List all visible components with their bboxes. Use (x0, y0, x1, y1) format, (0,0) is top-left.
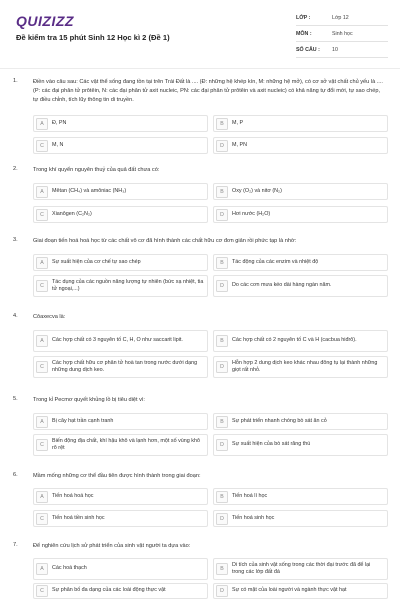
question-text: Trong khí quyển nguyên thuỷ của quả đất chưa có: (33, 167, 160, 173)
option-text: Tiến hoá sinh học (232, 514, 275, 521)
option-letter: D (216, 513, 228, 525)
question-text: Trong kỉ Pecmơ quyết khủng lồ bị tiêu diệt vì: (33, 397, 145, 403)
option-b[interactable] (213, 330, 388, 352)
question-number: 6. (13, 472, 18, 478)
option-text: M, N (52, 141, 64, 148)
option-letter: D (216, 361, 228, 373)
option-text: Bị cây hạt trần cạnh tranh (52, 417, 114, 424)
option-letter: A (36, 563, 48, 575)
option-text: Tác động của các enzim và nhiệt độ (232, 258, 319, 265)
question-number: 1. (13, 78, 18, 84)
option-letter: A (36, 257, 48, 269)
option-letter: A (36, 186, 48, 198)
question-text: Giai đoạn tiến hoá hoá học từ các chất vô cơ đã hình thành các chất hữu cơ đơn giản rồi phức tạp là nhờ: (33, 238, 297, 244)
option-letter: D (216, 585, 228, 597)
option-c[interactable] (33, 137, 208, 154)
option-text: Tác dụng của các nguồn năng lượng tự nhiên (bức xạ nhiệt, tia tử ngoại,...) (52, 278, 204, 292)
option-letter: C (36, 513, 48, 525)
option-c[interactable] (33, 206, 208, 223)
option-b[interactable] (213, 488, 388, 505)
option-letter: C (36, 209, 48, 221)
question-number: 4. (13, 313, 18, 319)
option-letter: A (36, 416, 48, 428)
option-b[interactable] (213, 115, 388, 132)
option-text: M, P (232, 119, 244, 126)
option-a[interactable] (33, 330, 208, 352)
option-letter: C (36, 361, 48, 373)
option-letter: A (36, 335, 48, 347)
option-text: Đ, PN (52, 119, 67, 126)
question-number: 2. (13, 166, 18, 172)
option-b[interactable] (213, 254, 388, 271)
option-letter: C (36, 439, 48, 451)
question-number: 7. (13, 542, 18, 548)
option-text: Tiến hoá hoá học (52, 492, 94, 499)
option-text: Mêtan (CH₄) và amôniac (NH₃) (52, 187, 127, 194)
meta-label: SỐ CÂU : (296, 46, 320, 53)
option-text: Sự phát triển nhanh chóng bò sát ăn cỏ (232, 417, 327, 424)
meta-row-class (296, 10, 388, 26)
quizizz-logo: QUIZIZZ (16, 13, 74, 29)
option-letter: C (36, 140, 48, 152)
option-a[interactable] (33, 183, 208, 200)
option-letter: A (36, 491, 48, 503)
option-letter: D (216, 280, 228, 292)
option-text: Xianôgen (C₂N₂) (52, 210, 92, 217)
option-d[interactable] (213, 137, 388, 154)
option-text: Sự phân bố đa dạng của các loài động thực vật (52, 587, 166, 594)
question-text: Để nghiên cứu lịch sử phát triển của sinh vật người ta dựa vào: (33, 543, 191, 549)
option-c[interactable] (33, 356, 208, 378)
option-b[interactable] (213, 558, 388, 580)
option-a[interactable] (33, 413, 208, 430)
option-a[interactable] (33, 254, 208, 271)
meta-value: Lớp 12 (332, 14, 349, 21)
option-d[interactable] (213, 510, 388, 527)
option-text: Biến động địa chất, khí hậu khô và lạnh hơn, một số vùng khô rõ rệt (52, 437, 200, 451)
option-text: Tiến hoá lí học (232, 492, 268, 499)
option-c[interactable] (33, 510, 208, 527)
option-d[interactable] (213, 206, 388, 223)
option-letter: B (216, 186, 228, 198)
option-a[interactable] (33, 558, 208, 580)
option-letter: A (36, 118, 48, 130)
question-text: Điền vào câu sau: Các vật thể sống đang tồn tại trên Trái Đất là .... (Đ: những hệ khép kín, M: những hệ mở), có cơ sở vật chất chủ yếu là .... (P: các đại phân tử prôtêin, N: các đại phân tử axit nucleic, PN: các đại phân tử prôtêin và axit nucleic) có khả năng tự đổi mới, tự sao chép, tự điều chỉnh, tích lũy thông tin di truyền. (33, 79, 383, 103)
option-text: Các hợp chất hữu cơ phân tử hoà tan trong nước dưới dạng những dung dịch keo. (52, 359, 198, 373)
option-letter: D (216, 140, 228, 152)
option-letter: B (216, 335, 228, 347)
option-text: Di tích của sinh vật sống trong các thời đại trước đã để lại trong các lớp đất đá (232, 561, 371, 575)
option-d[interactable] (213, 434, 388, 456)
option-b[interactable] (213, 183, 388, 200)
option-a[interactable] (33, 115, 208, 132)
option-d[interactable] (213, 356, 388, 378)
option-text: Sự xuất hiện của cơ chế tự sao chép (52, 258, 141, 265)
option-text: Oxy (O₂) và nitơ (N₂) (232, 187, 282, 194)
option-letter: C (36, 585, 48, 597)
option-text: M, PN (232, 141, 247, 148)
option-c[interactable] (33, 583, 208, 599)
option-text: Tiến hoá tiền sinh học (52, 514, 105, 521)
header-divider (0, 68, 400, 69)
meta-row-subject (296, 26, 388, 42)
option-a[interactable] (33, 488, 208, 505)
header (0, 0, 400, 70)
option-c[interactable] (33, 434, 208, 456)
option-letter: B (216, 491, 228, 503)
question-text: Mầm mống những cơ thể đầu tiên được hình thành trong giai đoạn: (33, 473, 201, 479)
meta-table (296, 10, 388, 58)
meta-label: MÔN : (296, 30, 312, 37)
option-letter: B (216, 118, 228, 130)
meta-row-count (296, 42, 388, 58)
page-title: Đề kiểm tra 15 phút Sinh 12 Học kì 2 (Đề 1) (16, 33, 170, 42)
question-number: 3. (13, 237, 18, 243)
option-letter: C (36, 280, 48, 292)
option-text: Các hợp chất có 3 nguyên tố C, H, O như saccarit lipit. (52, 337, 183, 344)
option-text: Các hoá thạch (52, 565, 87, 572)
option-letter: B (216, 416, 228, 428)
option-text: Các hợp chất có 2 nguyên tố C và H (cacbua hiđrô). (232, 337, 357, 344)
meta-label: LỚP : (296, 14, 311, 21)
question-number: 5. (13, 396, 18, 402)
option-text: Sự có mặt của loài người và ngành thực vật hạt (232, 587, 347, 594)
option-b[interactable] (213, 413, 388, 430)
option-c[interactable] (33, 275, 208, 297)
option-letter: B (216, 257, 228, 269)
meta-value: 10 (332, 46, 338, 53)
option-text: Hơi nước (H₂O) (232, 210, 271, 217)
option-d[interactable] (213, 583, 388, 599)
option-text: Hỗn hợp 2 dung dịch keo khác nhau đông tụ lại thành những giọt rất nhỏ. (232, 359, 378, 373)
option-text: Sự xuất hiện của bò sát răng thú (232, 441, 311, 448)
option-letter: D (216, 209, 228, 221)
meta-value: Sinh học (332, 30, 353, 37)
option-letter: D (216, 439, 228, 451)
option-d[interactable] (213, 275, 388, 297)
question-text: Côaxecva là: (33, 314, 66, 320)
option-letter: B (216, 563, 228, 575)
option-text: Do các cơn mưa kéo dài hàng ngàn năm. (232, 282, 332, 289)
